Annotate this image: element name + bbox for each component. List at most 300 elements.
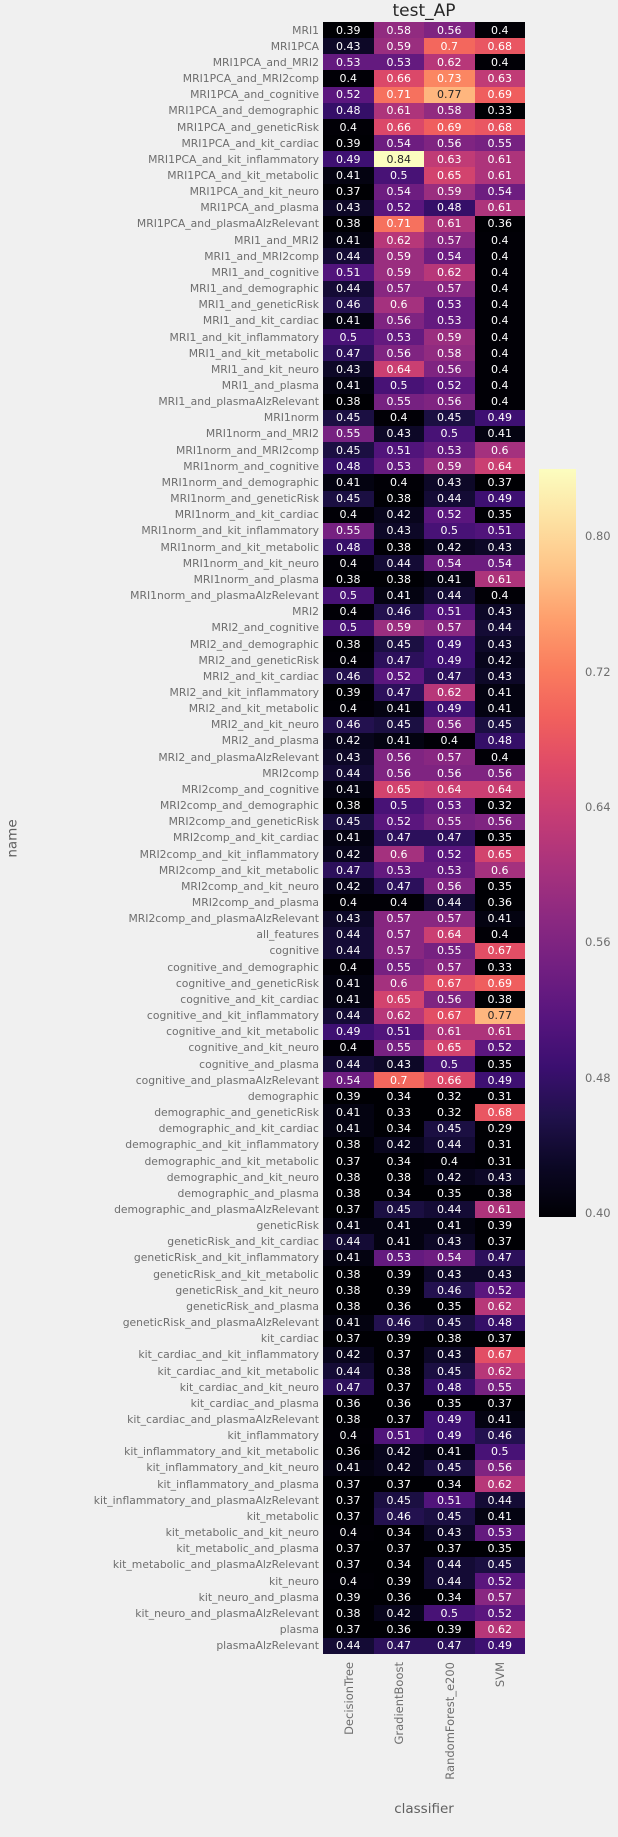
heatmap-row xyxy=(4,765,525,781)
row-label: MRI2_and_kit_metabolic xyxy=(188,702,319,716)
row-label: MRI1PCA_and_kit_neuro xyxy=(189,185,319,199)
cell-value: 0.42 xyxy=(323,733,374,749)
cell-value: 0.56 xyxy=(424,361,475,377)
y-axis-label-text: name xyxy=(4,819,21,858)
heatmap-row xyxy=(4,523,525,539)
row-label: kit_neuro_and_plasma xyxy=(198,1590,319,1604)
cell-value: 0.4 xyxy=(323,604,374,620)
row-label: MRI1_and_plasma xyxy=(221,379,319,393)
cell-value: 0.36 xyxy=(374,1298,425,1314)
row-label: cognitive_and_plasmaAlzRelevant xyxy=(135,1073,319,1087)
row-label: MRI1_and_demographic xyxy=(189,282,319,296)
cell-value: 0.42 xyxy=(323,846,374,862)
cell-value: 0.37 xyxy=(323,1557,374,1573)
cell-value: 0.55 xyxy=(323,523,374,539)
cell-value: 0.43 xyxy=(374,426,425,442)
cell-value: 0.37 xyxy=(323,1541,374,1557)
row-label: demographic_and_geneticRisk xyxy=(154,1106,319,1120)
cell-value: 0.4 xyxy=(323,1525,374,1541)
row-label: MRI2_and_kit_cardiac xyxy=(202,669,319,683)
row-label: kit_cardiac xyxy=(260,1332,319,1346)
cell-value: 0.43 xyxy=(323,361,374,377)
row-label: MRI1norm_and_cognitive xyxy=(183,459,319,473)
cell-value: 0.36 xyxy=(475,894,526,910)
cell-value: 0.4 xyxy=(374,894,425,910)
heatmap-row xyxy=(4,1104,525,1120)
cell-value: 0.42 xyxy=(475,652,526,668)
cell-value: 0.34 xyxy=(374,1088,425,1104)
row-label: MRI2_and_kit_inflammatory xyxy=(169,685,319,699)
heatmap-row xyxy=(4,1573,525,1589)
cell-value: 0.36 xyxy=(475,216,526,232)
cell-value: 0.61 xyxy=(475,167,526,183)
heatmap-row xyxy=(4,507,525,523)
cell-value: 0.45 xyxy=(323,814,374,830)
cell-value: 0.45 xyxy=(374,1201,425,1217)
heatmap-row xyxy=(4,345,525,361)
cell-value: 0.4 xyxy=(475,297,526,313)
cell-value: 0.47 xyxy=(374,1638,425,1654)
heatmap-row xyxy=(4,216,525,232)
heatmap-row xyxy=(4,814,525,830)
row-label: MRI1_and_kit_cardiac xyxy=(202,314,319,328)
row-label: cognitive xyxy=(269,944,319,958)
cell-value: 0.41 xyxy=(475,426,526,442)
heatmap-row xyxy=(4,1331,525,1347)
row-label: MRI1PCA_and_MRI2 xyxy=(212,55,319,69)
cell-value: 0.67 xyxy=(424,1008,475,1024)
cell-value: 0.46 xyxy=(374,1508,425,1524)
cell-value: 0.66 xyxy=(424,1072,475,1088)
cell-value: 0.49 xyxy=(475,1072,526,1088)
cell-value: 0.53 xyxy=(424,862,475,878)
row-label: geneticRisk_and_kit_cardiac xyxy=(167,1235,319,1249)
cell-value: 0.4 xyxy=(475,313,526,329)
cell-value: 0.49 xyxy=(424,701,475,717)
row-label: demographic_and_kit_neuro xyxy=(166,1170,319,1184)
cell-value: 0.63 xyxy=(475,70,526,86)
cell-value: 0.37 xyxy=(374,1347,425,1363)
row-label: kit_inflammatory_and_plasmaAlzRelevant xyxy=(93,1493,319,1507)
cell-value: 0.56 xyxy=(424,717,475,733)
heatmap-row xyxy=(4,377,525,393)
cell-value: 0.54 xyxy=(475,184,526,200)
cell-value: 0.47 xyxy=(323,345,374,361)
cell-value: 0.55 xyxy=(475,1379,526,1395)
cell-value: 0.37 xyxy=(323,1508,374,1524)
cell-value: 0.35 xyxy=(424,1395,475,1411)
heatmap-row xyxy=(4,232,525,248)
cell-value: 0.4 xyxy=(323,1040,374,1056)
cell-value: 0.66 xyxy=(374,70,425,86)
cell-value: 0.54 xyxy=(424,1250,475,1266)
cell-value: 0.37 xyxy=(323,1331,374,1347)
heatmap-row xyxy=(4,1040,525,1056)
cell-value: 0.53 xyxy=(374,329,425,345)
x-axis-tick-label: RandomForest_e200 xyxy=(442,1662,457,1780)
cell-value: 0.43 xyxy=(424,1525,475,1541)
cell-value: 0.4 xyxy=(475,22,526,38)
cell-value: 0.46 xyxy=(374,604,425,620)
cell-value: 0.55 xyxy=(424,814,475,830)
cell-value: 0.56 xyxy=(424,878,475,894)
heatmap-row xyxy=(4,103,525,119)
heatmap-row xyxy=(4,1363,525,1379)
cell-value: 0.73 xyxy=(424,70,475,86)
cell-value: 0.31 xyxy=(475,1137,526,1153)
heatmap-row xyxy=(4,555,525,571)
cell-value: 0.41 xyxy=(323,1104,374,1120)
heatmap-row xyxy=(4,410,525,426)
cell-value: 0.56 xyxy=(424,135,475,151)
row-label: MRI2_and_demographic xyxy=(189,637,319,651)
cell-value: 0.35 xyxy=(424,1298,475,1314)
cell-value: 0.64 xyxy=(374,361,425,377)
cell-value: 0.37 xyxy=(374,1411,425,1427)
row-label: kit_inflammatory_and_kit_neuro xyxy=(146,1461,319,1475)
cell-value: 0.33 xyxy=(475,959,526,975)
colorbar-tick-label: 0.40 xyxy=(585,1206,611,1221)
heatmap-row xyxy=(4,959,525,975)
heatmap-row xyxy=(4,1315,525,1331)
cell-value: 0.41 xyxy=(424,1444,475,1460)
heatmap-row xyxy=(4,781,525,797)
cell-value: 0.42 xyxy=(424,539,475,555)
cell-value: 0.6 xyxy=(475,862,526,878)
cell-value: 0.57 xyxy=(424,281,475,297)
heatmap-row xyxy=(4,135,525,151)
cell-value: 0.43 xyxy=(475,668,526,684)
cell-value: 0.53 xyxy=(374,1250,425,1266)
row-label: MRI1PCA_and_geneticRisk xyxy=(177,120,319,134)
cell-value: 0.35 xyxy=(475,1541,526,1557)
heatmap-row xyxy=(4,1266,525,1282)
cell-value: 0.52 xyxy=(424,846,475,862)
cell-value: 0.29 xyxy=(475,1121,526,1137)
cell-value: 0.47 xyxy=(424,1638,475,1654)
cell-value: 0.44 xyxy=(424,1201,475,1217)
cell-value: 0.44 xyxy=(323,765,374,781)
cell-value: 0.61 xyxy=(374,103,425,119)
row-label: cognitive_and_geneticRisk xyxy=(175,976,319,990)
cell-value: 0.38 xyxy=(374,491,425,507)
row-label: kit_neuro_and_plasmaAlzRelevant xyxy=(135,1606,319,1620)
cell-value: 0.37 xyxy=(374,1476,425,1492)
cell-value: 0.44 xyxy=(424,1557,475,1573)
cell-value: 0.56 xyxy=(374,345,425,361)
row-label: demographic_and_kit_inflammatory xyxy=(125,1138,319,1152)
cell-value: 0.37 xyxy=(323,1153,374,1169)
cell-value: 0.39 xyxy=(374,1266,425,1282)
cell-value: 0.47 xyxy=(323,862,374,878)
row-label: kit_inflammatory_and_kit_metabolic xyxy=(124,1445,319,1459)
cell-value: 0.4 xyxy=(424,733,475,749)
cell-value: 0.52 xyxy=(475,1282,526,1298)
cell-value: 0.59 xyxy=(374,248,425,264)
cell-value: 0.42 xyxy=(374,1137,425,1153)
heatmap-row xyxy=(4,684,525,700)
cell-value: 0.43 xyxy=(424,1347,475,1363)
row-label: MRI2_and_plasma xyxy=(221,734,319,748)
heatmap-row xyxy=(4,394,525,410)
row-label: geneticRisk_and_plasmaAlzRelevant xyxy=(122,1316,319,1330)
cell-value: 0.54 xyxy=(424,248,475,264)
row-label: MRI1PCA_and_kit_metabolic xyxy=(167,168,319,182)
heatmap-row xyxy=(4,733,525,749)
heatmap-row xyxy=(4,442,525,458)
cell-value: 0.44 xyxy=(323,281,374,297)
row-label: all_features xyxy=(256,928,319,942)
cell-value: 0.42 xyxy=(374,1605,425,1621)
cell-value: 0.51 xyxy=(374,1428,425,1444)
heatmap-row xyxy=(4,927,525,943)
heatmap-row xyxy=(4,1428,525,1444)
row-label: MRI1PCA_and_demographic xyxy=(168,104,319,118)
cell-value: 0.38 xyxy=(323,636,374,652)
cell-value: 0.41 xyxy=(374,701,425,717)
cell-value: 0.33 xyxy=(475,103,526,119)
row-label: MRI1_and_MRI2 xyxy=(234,233,319,247)
cell-value: 0.58 xyxy=(424,103,475,119)
cell-value: 0.62 xyxy=(475,1476,526,1492)
cell-value: 0.48 xyxy=(424,1379,475,1395)
cell-value: 0.4 xyxy=(323,1428,374,1444)
cell-value: 0.32 xyxy=(475,798,526,814)
cell-value: 0.49 xyxy=(323,1024,374,1040)
cell-value: 0.49 xyxy=(424,636,475,652)
cell-value: 0.4 xyxy=(323,959,374,975)
cell-value: 0.35 xyxy=(475,830,526,846)
cell-value: 0.45 xyxy=(475,1557,526,1573)
row-label: MRI1 xyxy=(292,23,319,37)
cell-value: 0.41 xyxy=(323,232,374,248)
cell-value: 0.34 xyxy=(374,1153,425,1169)
cell-value: 0.43 xyxy=(475,539,526,555)
cell-value: 0.45 xyxy=(424,410,475,426)
row-label: plasmaAlzRelevant xyxy=(216,1639,319,1653)
cell-value: 0.65 xyxy=(374,781,425,797)
cell-value: 0.41 xyxy=(475,1508,526,1524)
cell-value: 0.49 xyxy=(323,151,374,167)
cell-value: 0.62 xyxy=(424,684,475,700)
cell-value: 0.55 xyxy=(374,1040,425,1056)
heatmap-grid xyxy=(4,22,525,1654)
heatmap-row xyxy=(4,1444,525,1460)
cell-value: 0.4 xyxy=(323,507,374,523)
cell-value: 0.38 xyxy=(323,1185,374,1201)
cell-value: 0.45 xyxy=(323,410,374,426)
cell-value: 0.37 xyxy=(323,1476,374,1492)
cell-value: 0.38 xyxy=(475,991,526,1007)
cell-value: 0.49 xyxy=(424,652,475,668)
cell-value: 0.43 xyxy=(424,474,475,490)
cell-value: 0.4 xyxy=(475,329,526,345)
cell-value: 0.71 xyxy=(374,216,425,232)
cell-value: 0.58 xyxy=(424,345,475,361)
cell-value: 0.57 xyxy=(424,959,475,975)
cell-value: 0.37 xyxy=(374,1541,425,1557)
heatmap-row xyxy=(4,119,525,135)
row-label: kit_neuro xyxy=(268,1574,319,1588)
heatmap-row xyxy=(4,652,525,668)
cell-value: 0.41 xyxy=(323,1218,374,1234)
heatmap-row xyxy=(4,975,525,991)
cell-value: 0.51 xyxy=(374,1024,425,1040)
heatmap-row xyxy=(4,1008,525,1024)
cell-value: 0.35 xyxy=(424,1185,475,1201)
cell-value: 0.6 xyxy=(374,297,425,313)
cell-value: 0.5 xyxy=(374,798,425,814)
cell-value: 0.32 xyxy=(424,1104,475,1120)
cell-value: 0.38 xyxy=(323,216,374,232)
row-label: MRI1norm_and_MRI2comp xyxy=(176,443,319,457)
cell-value: 0.38 xyxy=(475,1185,526,1201)
cell-value: 0.57 xyxy=(475,1589,526,1605)
cell-value: 0.46 xyxy=(475,1428,526,1444)
row-label: MRI2comp_and_kit_metabolic xyxy=(158,863,319,877)
heatmap-row xyxy=(4,1201,525,1217)
cell-value: 0.37 xyxy=(323,184,374,200)
cell-value: 0.42 xyxy=(323,878,374,894)
cell-value: 0.57 xyxy=(374,927,425,943)
cell-value: 0.53 xyxy=(424,442,475,458)
cell-value: 0.46 xyxy=(374,1315,425,1331)
cell-value: 0.59 xyxy=(374,38,425,54)
cell-value: 0.56 xyxy=(424,991,475,1007)
cell-value: 0.4 xyxy=(323,70,374,86)
cell-value: 0.44 xyxy=(323,1638,374,1654)
cell-value: 0.53 xyxy=(424,297,475,313)
heatmap-row xyxy=(4,426,525,442)
heatmap-row xyxy=(4,1395,525,1411)
cell-value: 0.59 xyxy=(424,329,475,345)
heatmap-row xyxy=(4,54,525,70)
cell-value: 0.6 xyxy=(374,975,425,991)
heatmap-row xyxy=(4,313,525,329)
cell-value: 0.44 xyxy=(424,894,475,910)
cell-value: 0.41 xyxy=(323,377,374,393)
cell-value: 0.54 xyxy=(323,1072,374,1088)
cell-value: 0.6 xyxy=(374,846,425,862)
cell-value: 0.67 xyxy=(424,975,475,991)
heatmap-row xyxy=(4,1621,525,1637)
cell-value: 0.32 xyxy=(424,1088,475,1104)
cell-value: 0.48 xyxy=(323,103,374,119)
colorbar-tick-label: 0.72 xyxy=(585,664,611,679)
cell-value: 0.7 xyxy=(374,1072,425,1088)
row-label: kit_cardiac_and_plasma xyxy=(190,1396,319,1410)
heatmap-row xyxy=(4,636,525,652)
cell-value: 0.37 xyxy=(475,1395,526,1411)
row-label: MRI1norm_and_kit_cardiac xyxy=(174,508,319,522)
cell-value: 0.49 xyxy=(424,1411,475,1427)
row-label: kit_metabolic xyxy=(246,1509,319,1523)
row-label: MRI1_and_cognitive xyxy=(211,265,319,279)
cell-value: 0.52 xyxy=(475,1605,526,1621)
cell-value: 0.4 xyxy=(374,474,425,490)
cell-value: 0.51 xyxy=(424,1492,475,1508)
cell-value: 0.56 xyxy=(374,313,425,329)
cell-value: 0.38 xyxy=(323,1411,374,1427)
row-label: MRI1_and_geneticRisk xyxy=(198,298,319,312)
row-label: MRI1PCA_and_MRI2comp xyxy=(182,72,319,86)
cell-value: 0.48 xyxy=(424,200,475,216)
cell-value: 0.55 xyxy=(374,394,425,410)
cell-value: 0.35 xyxy=(475,507,526,523)
cell-value: 0.43 xyxy=(323,200,374,216)
cell-value: 0.43 xyxy=(475,604,526,620)
heatmap-row xyxy=(4,474,525,490)
cell-value: 0.54 xyxy=(475,555,526,571)
row-label: plasma xyxy=(279,1623,319,1637)
row-label: MRI2_and_geneticRisk xyxy=(198,653,319,667)
cell-value: 0.39 xyxy=(323,684,374,700)
cell-value: 0.57 xyxy=(424,749,475,765)
cell-value: 0.42 xyxy=(424,1169,475,1185)
cell-value: 0.49 xyxy=(475,491,526,507)
cell-value: 0.45 xyxy=(374,717,425,733)
row-label: MRI2comp xyxy=(262,766,319,780)
heatmap-row xyxy=(4,281,525,297)
cell-value: 0.69 xyxy=(475,975,526,991)
cell-value: 0.52 xyxy=(374,668,425,684)
cell-value: 0.43 xyxy=(323,911,374,927)
heatmap-row xyxy=(4,911,525,927)
cell-value: 0.59 xyxy=(374,264,425,280)
cell-value: 0.77 xyxy=(475,1008,526,1024)
colorbar-tick-label: 0.80 xyxy=(585,529,611,544)
row-label: MRI2comp_and_geneticRisk xyxy=(168,815,319,829)
cell-value: 0.37 xyxy=(374,1379,425,1395)
colorbar-tick-label: 0.64 xyxy=(585,799,611,814)
heatmap-row xyxy=(4,1460,525,1476)
row-label: MRI1PCA_and_plasma xyxy=(200,201,319,215)
cell-value: 0.59 xyxy=(424,184,475,200)
cell-value: 0.59 xyxy=(374,620,425,636)
cell-value: 0.4 xyxy=(323,701,374,717)
row-label: MRI1_and_kit_metabolic xyxy=(188,346,319,360)
cell-value: 0.39 xyxy=(374,1573,425,1589)
row-label: cognitive_and_kit_neuro xyxy=(188,1041,319,1055)
cell-value: 0.56 xyxy=(424,394,475,410)
cell-value: 0.39 xyxy=(323,135,374,151)
row-label: cognitive_and_plasma xyxy=(199,1057,319,1071)
cell-value: 0.61 xyxy=(475,571,526,587)
cell-value: 0.45 xyxy=(424,1508,475,1524)
row-label: geneticRisk_and_kit_neuro xyxy=(175,1283,319,1297)
cell-value: 0.56 xyxy=(424,765,475,781)
cell-value: 0.38 xyxy=(424,1331,475,1347)
cell-value: 0.45 xyxy=(424,1363,475,1379)
heatmap-row xyxy=(4,1347,525,1363)
cell-value: 0.5 xyxy=(374,377,425,393)
heatmap-row xyxy=(4,87,525,103)
row-label: MRI1norm_and_kit_metabolic xyxy=(160,540,319,554)
cell-value: 0.65 xyxy=(374,991,425,1007)
cell-value: 0.41 xyxy=(374,733,425,749)
cell-value: 0.46 xyxy=(323,668,374,684)
heatmap-row xyxy=(4,1411,525,1427)
cell-value: 0.59 xyxy=(424,458,475,474)
row-label: kit_cardiac_and_kit_inflammatory xyxy=(138,1348,319,1362)
cell-value: 0.4 xyxy=(323,894,374,910)
row-label: cognitive_and_kit_metabolic xyxy=(166,1025,319,1039)
cell-value: 0.47 xyxy=(374,684,425,700)
cell-value: 0.44 xyxy=(323,1363,374,1379)
cell-value: 0.36 xyxy=(374,1395,425,1411)
row-label: MRI1norm_and_geneticRisk xyxy=(170,492,319,506)
cell-value: 0.49 xyxy=(475,410,526,426)
